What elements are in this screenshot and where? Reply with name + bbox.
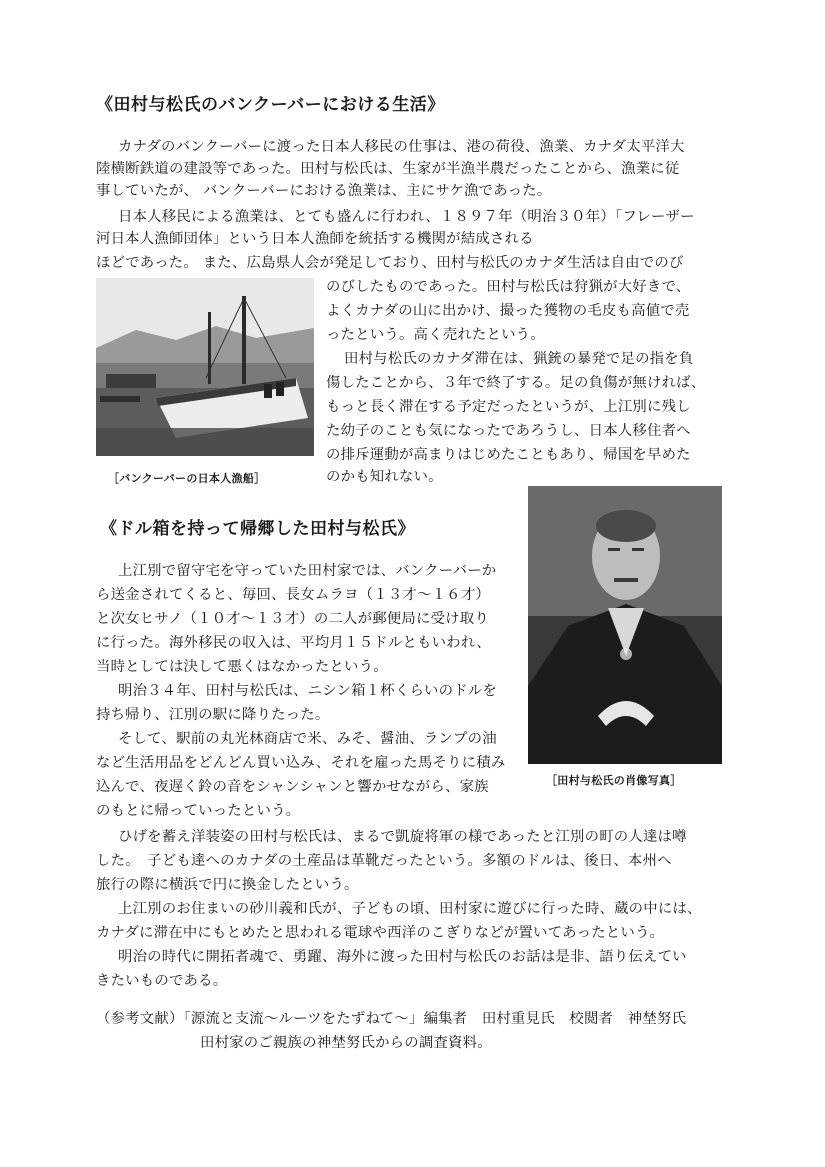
body-line: 日本人移民による漁業は、とても盛んに行われ、１８９７年（明治３０年）「フレーザー (118, 209, 695, 225)
photo-caption-portrait: ［田村与松氏の肖像写真］ (546, 774, 682, 787)
photo-caption-fishing-boat: ［バンクーバーの日本人漁船］ (108, 472, 266, 485)
body-line: 明治３４年、田村与松氏は、ニシン箱１杯くらいのドルを (118, 683, 497, 699)
section-heading-dollar-box: 《ドル箱を持って帰郷した田村与松氏》 (100, 519, 415, 539)
portrait-photo (528, 486, 722, 764)
body-line: ひげを蓄え洋装姿の田村与松氏は、まるで凱旋将軍の様であったと江別の町の人達は噂 (118, 829, 687, 845)
body-line: 込んで、夜遅く鈴の音をシャンシャンと響かせながら、家族 (96, 779, 489, 795)
body-line: きたいものである。 (96, 973, 228, 989)
body-line: の排斥運動が高まりはじめたこともあり、帰国を早めた (326, 447, 691, 463)
body-line: 上江別のお住まいの砂川義和氏が、子どもの頃、田村家に遊びに行った時、蔵の中には、 (118, 901, 702, 917)
body-line: ったという。高く売れたという。 (326, 327, 545, 343)
body-line: 明治の時代に開拓者魂で、勇躍、海外に渡った田村与松氏のお話は是非、語り伝えてい (118, 949, 687, 965)
body-line: 河日本人漁師団体」という日本人漁師を統括する機関が結成される (96, 231, 534, 247)
body-line: 上江別で留守宅を守っていた田村家では、バンクーバーか (118, 563, 497, 579)
body-line: 旅行の際に横浜で円に換金したという。 (96, 877, 359, 893)
body-line: カナダのバンクーバーに渡った日本人移民の仕事は、港の荷役、漁業、カナダ太平洋大 (118, 139, 685, 155)
references-line: 田村家のご親族の神埜努氏からの調査資料。 (200, 1035, 492, 1051)
body-line: 持ち帰り、江別の駅に降りたった。 (96, 707, 330, 723)
body-line: 事していたが、 バンクーバーにおける漁業は、主にサケ漁であった。 (96, 183, 552, 199)
section-heading-vancouver-life: 《田村与松氏のバンクーバーにおける生活》 (96, 95, 445, 115)
body-line: 陸横断鉄道の建設等であった。田村与松氏は、生家が半漁半農だったことから、漁業に従 (96, 161, 680, 177)
body-line: のかも知れない。 (326, 469, 443, 485)
references-line: （参考文献）「源流と支流～ルーツをたずねて～」編集者 田村重見氏 校閲者 神埜努氏 (96, 1011, 687, 1027)
body-line: した。 子ども達へのカナダの土産品は革靴だったという。多額のドルは、後日、本州へ (96, 853, 672, 869)
fishing-boat-photo (96, 278, 314, 456)
body-line: ほどであった。 また、広島県人会が発足しており、田村与松氏のカナダ生活は自由でのび (96, 255, 684, 271)
body-line: カナダに滞在中にもとめたと思われる電球や西洋のこぎりなどが置いてあったという。 (96, 925, 665, 941)
body-line: のびしたものであった。田村与松氏は狩猟が大好きで、 (326, 279, 691, 295)
body-line: よくカナダの山に出かけ、撮った獲物の毛皮も高値で売 (326, 303, 690, 319)
body-line: 当時としては決して悪くはなかったという。 (96, 659, 388, 675)
body-line: のもとに帰っていったという。 (96, 803, 301, 819)
body-line: た幼子のことも気になったであろうし、日本人移住者へ (326, 423, 691, 439)
body-line: と次女ヒサノ（１０才～１３才）の二人が郵便局に受け取り (96, 611, 489, 627)
body-line: など生活用品をどんどん買い込み、それを雇った馬そりに積み (96, 755, 506, 771)
body-line: に行った。海外移民の収入は、平均月１５ドルともいわれ、 (96, 635, 491, 651)
body-line: 田村与松氏のカナダ滞在は、猟銃の暴発で足の指を負 (344, 351, 694, 367)
body-line: もっと長く滞在する予定だったというが、上江別に残し (326, 399, 691, 415)
body-line: ら送金されてくると、毎回、長女ムラヨ（１３才～１６才） (96, 587, 490, 603)
body-line: そして、駅前の丸光林商店で米、みそ、醤油、ランプの油 (118, 731, 497, 747)
body-line: 傷したことから、３年で終了する。足の負傷が無ければ、 (326, 375, 706, 391)
